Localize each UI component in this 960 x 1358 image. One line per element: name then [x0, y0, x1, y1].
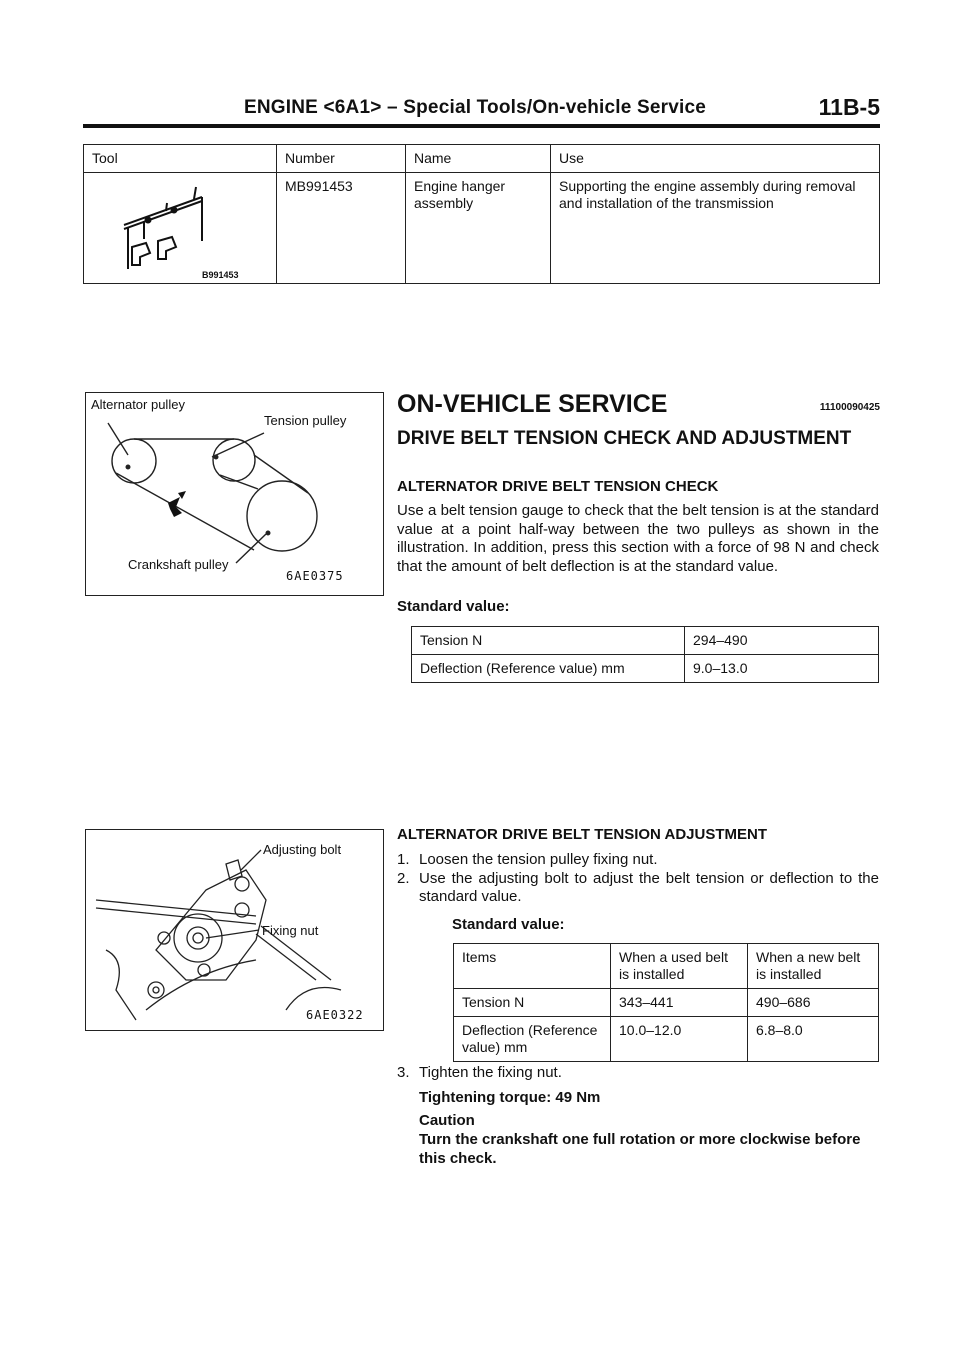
- fixing-nut-label: Fixing nut: [262, 923, 319, 938]
- step-number: 3.: [397, 1064, 410, 1081]
- table-cell: 490–686: [748, 989, 879, 1017]
- force-arrow-icon: [168, 491, 186, 517]
- tool-use-cell: Supporting the engine assembly during removal and installation of the transmission: [551, 173, 880, 284]
- figure-code: 6AE0375: [286, 569, 344, 583]
- tool-number-cell: MB991453: [277, 173, 406, 284]
- caution-text: Turn the crankshaft one full rotation or more clockwise before this check.: [419, 1131, 861, 1167]
- step-text: Loosen the tension pulley fixing nut.: [419, 851, 658, 868]
- belt-tension-figure: [85, 392, 384, 596]
- special-tools-table: [83, 144, 880, 284]
- col-header-use: Use: [551, 145, 880, 173]
- tool-code-label: B991453: [202, 270, 239, 280]
- adjust-steps-list: [397, 851, 879, 907]
- adjusting-bolt-label: Adjusting bolt: [263, 842, 342, 857]
- section-subtitle: DRIVE BELT TENSION CHECK AND ADJUSTMENT: [397, 428, 852, 449]
- table-header-cell: Items: [454, 944, 611, 989]
- table-cell: 10.0–12.0: [611, 1017, 748, 1062]
- engine-hanger-illustration: [84, 173, 274, 279]
- table-cell: 343–441: [611, 989, 748, 1017]
- table-header-row: [454, 944, 879, 989]
- section-code: 11100090425: [819, 402, 880, 413]
- table-cell: Tension N: [454, 989, 611, 1017]
- adjust-standard-label: Standard value:: [452, 916, 565, 933]
- check-heading: ALTERNATOR DRIVE BELT TENSION CHECK: [397, 478, 719, 495]
- table-row: [412, 655, 879, 683]
- table-row: [454, 989, 879, 1017]
- alternator-pulley-label: Alternator pulley: [91, 397, 185, 412]
- list-item: 1. Loosen the tension pulley fixing nut.: [397, 851, 658, 868]
- table-cell: 294–490: [685, 627, 879, 655]
- step-text: Use the adjusting bolt to adjust the belt tension or deflection to the standard value.: [419, 869, 879, 905]
- adjust-heading: ALTERNATOR DRIVE BELT TENSION ADJUSTMENT: [397, 826, 768, 843]
- list-item: 2. Use the adjusting bolt to adjust the belt tension or deflection to the standard value.: [397, 869, 879, 905]
- table-row: [84, 173, 880, 284]
- check-standard-label: Standard value:: [397, 598, 510, 615]
- alternator-bracket-diagram: [86, 830, 383, 1030]
- table-cell: 6.8–8.0: [748, 1017, 879, 1062]
- table-cell: 9.0–13.0: [685, 655, 879, 683]
- section-title: ON-VEHICLE SERVICE: [397, 390, 668, 418]
- caution-label: Caution: [419, 1112, 475, 1129]
- table-row: [454, 1017, 879, 1062]
- figure-code: 6AE0322: [306, 1008, 364, 1022]
- table-row: [412, 627, 879, 655]
- table-cell: Deflection (Reference value) mm: [412, 655, 685, 683]
- tightening-torque: Tightening torque: 49 Nm: [419, 1089, 601, 1106]
- tension-pulley-label: Tension pulley: [264, 413, 347, 428]
- table-cell: Tension N: [412, 627, 685, 655]
- header-rule: [83, 124, 880, 128]
- table-cell: Deflection (Reference value) mm: [454, 1017, 611, 1062]
- check-standard-table: [411, 626, 879, 683]
- tool-name-cell: Engine hanger assembly: [406, 173, 551, 284]
- col-header-number: Number: [277, 145, 406, 173]
- col-header-name: Name: [406, 145, 551, 173]
- tool-illustration-cell: [84, 173, 277, 284]
- step-3: [397, 1064, 562, 1081]
- table-header-cell: When a used belt is installed: [611, 944, 748, 989]
- col-header-tool: Tool: [84, 145, 277, 173]
- adjustment-figure: [85, 829, 384, 1031]
- step-text: Tighten the fixing nut.: [419, 1064, 562, 1081]
- adjust-standard-table: [453, 943, 879, 1062]
- page-header-title: ENGINE <6A1> – Special Tools/On-vehicle Service: [243, 97, 707, 118]
- crankshaft-pulley-label: Crankshaft pulley: [128, 557, 229, 572]
- check-body: Use a belt tension gauge to check that the belt tension is at the standard value at a point half-way between the two pulleys as shown in the illustration. In addition, press this section with a force of 98 N and check that the amount of belt deflection is at the standard value.: [397, 502, 879, 575]
- table-header-cell: When a new belt is installed: [748, 944, 879, 989]
- table-header-row: [84, 145, 880, 173]
- page-number: 11B-5: [818, 94, 880, 120]
